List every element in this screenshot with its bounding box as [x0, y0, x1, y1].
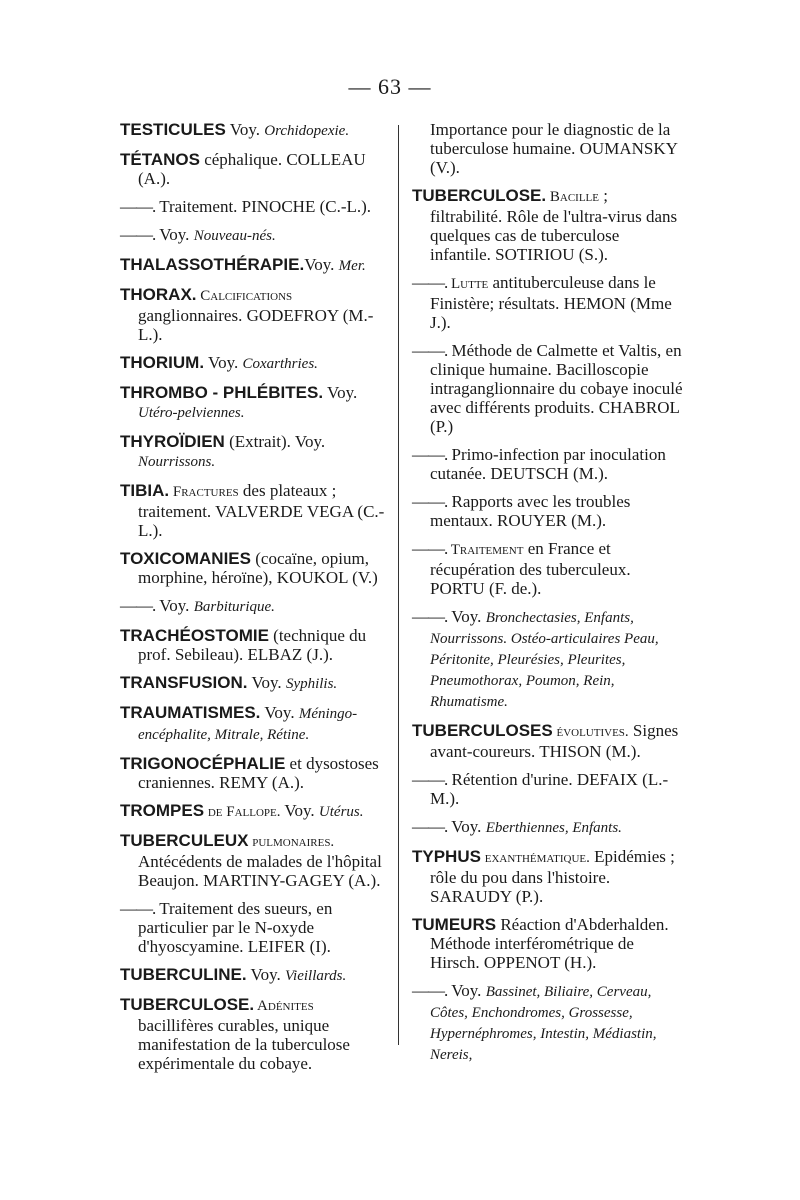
entry-text: Voy. — [447, 817, 486, 836]
entry-subheading: évolutives. — [552, 724, 629, 740]
entry-reference: Vieillards. — [285, 968, 347, 984]
entry-text: Voy. — [155, 225, 194, 244]
entry-heading: TUBERCULEUX — [120, 831, 249, 850]
index-entry — [120, 831, 390, 890]
entry-text: céphalique. COLLEAU (A.). — [138, 150, 366, 188]
entry-reference: Eberthiennes, Enfants. — [485, 820, 622, 836]
entry-text: Voy. — [447, 607, 486, 626]
entry-text: Voy. — [260, 703, 299, 722]
index-entry — [412, 915, 684, 972]
entry-dash: ——. — [412, 341, 448, 360]
entry-subheading: Calcifications — [196, 288, 293, 304]
entry-text: Rétention d'urine. DEFAIX (L.-M.). — [430, 770, 669, 808]
entry-dash: ——. — [120, 596, 156, 615]
entry-text: et dysostoses craniennes. REMY (A.). — [138, 754, 379, 792]
entry-heading: TROMPES — [120, 801, 205, 820]
index-entry — [120, 965, 390, 986]
entry-reference: Barbiturique. — [193, 599, 275, 615]
entry-heading: THALASSOTHÉRAPIE. — [120, 255, 305, 274]
entry-heading: TÉTANOS — [120, 150, 200, 169]
entry-reference: Coxarthries. — [242, 356, 318, 372]
entry-text: Signes avant-coureurs. THISON (M.). — [430, 721, 679, 761]
entry-text: (Extrait). Voy. — [224, 432, 326, 451]
entry-text: Voy. — [323, 383, 358, 402]
index-entry — [120, 255, 390, 276]
index-entry — [120, 596, 390, 617]
index-entry — [120, 801, 390, 822]
index-entry — [412, 341, 684, 436]
entry-text: Voy. — [246, 965, 285, 984]
index-entry — [412, 492, 684, 530]
index-entry — [412, 607, 684, 712]
entry-heading: TESTICULES — [120, 120, 226, 139]
index-entry — [120, 432, 390, 472]
entry-heading: TRAUMATISMES. — [120, 703, 261, 722]
index-entry — [412, 273, 684, 332]
entry-heading: TOXICOMANIES — [120, 549, 251, 568]
entry-text: Importance pour le diagnostic de la tuberculose humaine. OUMANSKY (V.). — [430, 120, 678, 177]
entry-heading: TUBERCULINE. — [120, 965, 247, 984]
entry-text: Epidémies ; rôle du pou dans l'histoire. SARAUDY (P.). — [430, 847, 675, 906]
entry-subheading: Adénites — [254, 998, 314, 1014]
index-entry — [412, 721, 684, 761]
entry-dash: ——. — [120, 225, 156, 244]
index-entry — [120, 995, 390, 1073]
entry-text: Méthode de Calmette et Valtis, en clinique humaine. Bacilloscopie intraganglionnaire du cobaye inoculé avec différents produits. CHABROL (P.) — [430, 341, 683, 436]
index-entry — [120, 703, 390, 745]
entry-heading: TYPHUS — [412, 847, 481, 866]
entry-subheading: exanthématique. — [480, 850, 590, 866]
entry-heading: TUBERCULOSE. — [412, 186, 547, 205]
left-column — [120, 120, 390, 1082]
entry-subheading: de Fallope. — [204, 804, 281, 820]
entry-dash: ——. — [412, 607, 448, 626]
index-entry — [412, 847, 684, 906]
index-entry — [412, 817, 684, 838]
index-entry — [120, 383, 390, 423]
entry-dash: ——. — [120, 197, 156, 216]
right-column — [412, 120, 684, 1074]
entry-text: bacillifères curables, unique manifestation de la tuberculose expérimentale du cobaye. — [138, 1016, 350, 1073]
entry-text: Traitement. PINOCHE (C.-L.). — [155, 197, 372, 216]
entry-text: Réaction d'Abderhalden. Méthode interférométrique de Hirsch. OPPENOT (H.). — [430, 915, 669, 972]
index-entry — [120, 225, 390, 246]
entry-subheading: pulmonaires. — [248, 834, 335, 850]
entry-text: Voy. — [280, 801, 319, 820]
entry-heading: THORAX. — [120, 285, 197, 304]
index-entry — [120, 481, 390, 540]
entry-text: (cocaïne, opium, morphine, héroïne), KOUKOL (V.) — [138, 549, 378, 587]
entry-text: en France et récupération des tuberculeux. PORTU (F. de.). — [430, 539, 631, 598]
entry-text: ; filtrabilité. Rôle de l'ultra-virus dans quelques cas de tuberculose infantile. SOTIRIOU (S.). — [430, 186, 678, 264]
entry-heading: TRIGONOCÉPHALIE — [120, 754, 286, 773]
entry-heading: THROMBO - PHLÉBITES. — [120, 383, 324, 402]
entry-heading: TRACHÉOSTOMIE — [120, 626, 269, 645]
entry-subheading: Bacille — [546, 189, 599, 205]
index-entry — [120, 754, 390, 792]
entry-text: Primo-infection par inoculation cutanée. DEUTSCH (M.). — [430, 445, 666, 483]
entry-dash: ——. — [120, 899, 156, 918]
index-entry — [120, 899, 390, 956]
entry-reference: Bassinet, Biliaire, Cerveau, Côtes, Enchondromes, Grossesse, Hypernéphromes, Intestin, Médiastin, Nereis, — [430, 984, 657, 1063]
index-entry — [412, 120, 684, 177]
entry-dash: ——. — [412, 981, 448, 1000]
entry-reference: Syphilis. — [285, 676, 338, 692]
index-entry — [120, 120, 390, 141]
page-number: — 63 — — [348, 74, 432, 99]
entry-dash: ——. — [412, 817, 448, 836]
entry-text: antituberculeuse dans le Finistère; résultats. HEMON (Mme J.). — [430, 273, 672, 332]
entry-text: des plateaux ; traitement. VALVERDE VEGA (C.-L.). — [138, 481, 385, 540]
entry-heading: TRANSFUSION. — [120, 673, 248, 692]
entry-text: Voy. — [304, 255, 339, 274]
entry-dash: ——. — [412, 492, 448, 511]
entry-text: Antécédents de malades de l'hôpital Beaujon. MARTINY-GAGEY (A.). — [138, 852, 382, 890]
index-entry — [412, 539, 684, 598]
entry-heading: TUBERCULOSE. — [120, 995, 255, 1014]
entry-dash: ——. — [412, 770, 448, 789]
entry-text: Voy. — [247, 673, 286, 692]
entry-text: Voy. — [155, 596, 194, 615]
index-entry — [120, 197, 390, 216]
entry-subheading: Traitement — [447, 542, 524, 558]
entry-reference: Utérus. — [318, 804, 364, 820]
index-entry — [120, 549, 390, 587]
column-divider — [398, 125, 399, 1045]
entry-subheading: Fractures — [169, 484, 239, 500]
entry-reference: Nouveau-nés. — [193, 228, 276, 244]
index-entry — [412, 981, 684, 1065]
entry-dash: ——. — [412, 445, 448, 464]
index-entry — [412, 770, 684, 808]
entry-text: Voy. — [204, 353, 243, 372]
index-entry — [120, 353, 390, 374]
entry-reference: Bronchectasies, Enfants, Nourrissons. Ostéo-articulaires Peau, Péritonite, Pleurésies, Pleurites, Pneumothorax, Poumon, Rein, Rhumatisme. — [430, 610, 659, 710]
entry-heading: THORIUM. — [120, 353, 205, 372]
entry-heading: TIBIA. — [120, 481, 170, 500]
entry-heading: TUMEURS — [412, 915, 497, 934]
entry-reference: Nourrissons. — [138, 454, 216, 470]
entry-text: Rapports avec les troubles mentaux. ROUYER (M.). — [430, 492, 631, 530]
entry-reference: Mer. — [338, 258, 366, 274]
entry-text: Voy. — [447, 981, 486, 1000]
entry-text: ganglionnaires. GODEFROY (M.-L.). — [138, 306, 374, 344]
entry-heading: TUBERCULOSES — [412, 721, 553, 740]
entry-dash: ——. — [412, 539, 448, 558]
entry-text: Traitement des sueurs, en particulier par le N-oxyde d'hyoscyamine. LEIFER (I). — [138, 899, 333, 956]
index-entry — [412, 445, 684, 483]
entry-reference: Orchidopexie. — [264, 123, 350, 139]
entry-text: Voy. — [225, 120, 265, 139]
entry-reference: Utéro-pelviennes. — [138, 405, 245, 421]
entry-text: (technique du prof. Sebileau). ELBAZ (J.). — [138, 626, 367, 664]
index-entry — [412, 186, 684, 264]
index-entry — [120, 150, 390, 188]
entry-reference: Méningo-encéphalite, Mitrale, Rétine. — [138, 706, 358, 743]
index-entry — [120, 673, 390, 694]
index-entry — [120, 626, 390, 664]
entry-heading: THYROÏDIEN — [120, 432, 225, 451]
index-entry — [120, 285, 390, 344]
entry-subheading: Lutte — [447, 276, 489, 292]
entry-dash: ——. — [412, 273, 448, 292]
